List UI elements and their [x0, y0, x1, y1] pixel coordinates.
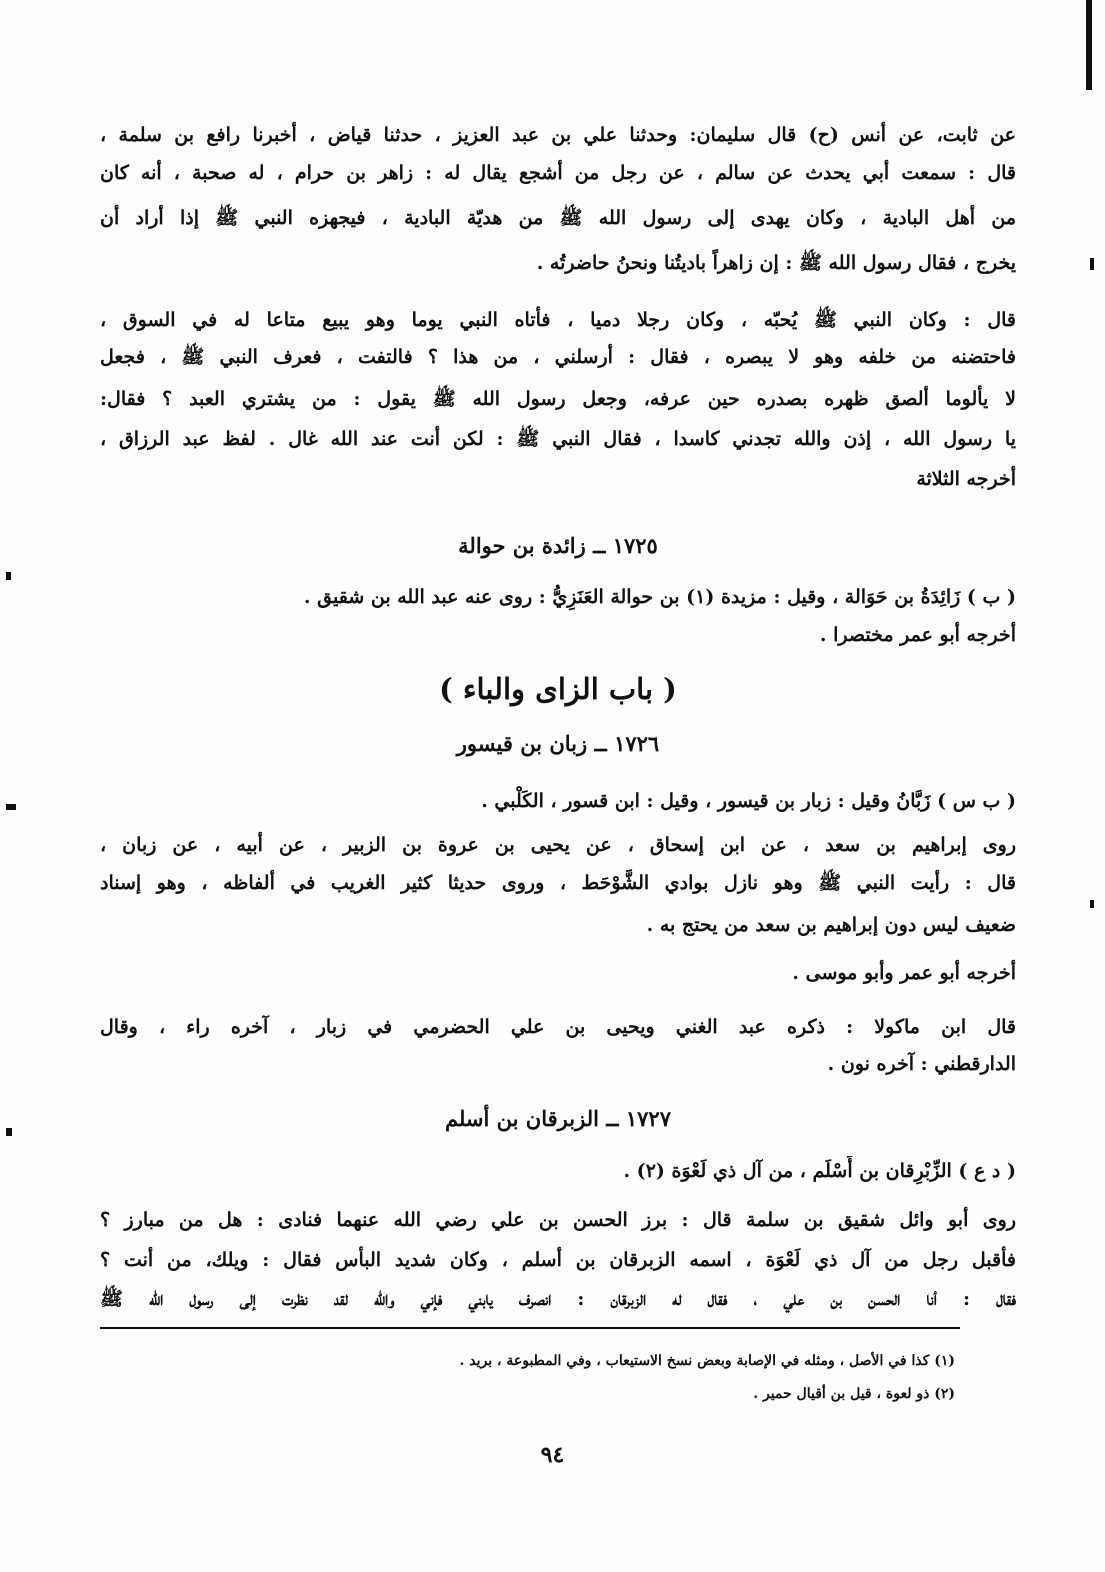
footnote-2: (٢) ذو لعوة ، قيل بن أقيال حمير .: [753, 1386, 955, 1402]
footnote-rule: [100, 1327, 960, 1329]
text-line: ( د ع ) الزِّبْرِقان بن أَسْلَم ، من آل ذي لَعْوَة (٢) .: [623, 1160, 1016, 1182]
text-line: يا رسول الله ، إذن والله تجدني كاسدا ، فقال النبي ﷺ : لكن أنت عند الله غال . لفظ عبد الرزاق ،: [100, 428, 1016, 450]
margin-mark: [6, 804, 16, 810]
text-line: ( ب س ) زَبَّانُ وقيل : زبار بن قيسور ، وقيل : ابن قسور ، الكَلْبي .: [481, 790, 1016, 812]
text-line: قال : وكان النبي ﷺ يُحبّه ، وكان رجلا دميا ، فأتاه النبي يوما وهو يبيع متاعا له في السوق ،: [100, 309, 1016, 331]
text-line: قال : سمعت أبي يحدث عن سالم ، عن رجل من أشجع يقال له : زاهر بن حرام ، له صحبة ، أنه كان: [100, 162, 1016, 184]
margin-mark: [1090, 258, 1094, 270]
text-line: قال : رأيت النبي ﷺ وهو نازل بوادي الشَّوْحَط ، وروى حديثا كثير الغريب في ألفاظه ، وهو إسناد: [100, 872, 1016, 894]
text-line: فأقبل رجل من آل ذي لَعْوَة ، اسمه الزبرقان بن أسلم ، وكان شديد البأس فقال : ويلك، من أنت ؟: [100, 1249, 1016, 1271]
text-line: يخرج ، فقال رسول الله ﷺ : إن زاهراً باديتُنا ونحنُ حاضرتُه .: [536, 252, 1016, 274]
text-line: روى أبو وائل شقيق بن سلمة قال : برز الحسن بن علي رضي الله عنهما فنادى : هل من مبارز ؟: [100, 1209, 1016, 1231]
text-line: لا يألوما ألصق ظهره بصدره حين عرفه، وجعل رسول الله ﷺ يقول : من يشتري العبد ؟ فقال:: [100, 388, 1016, 410]
page-edge-bar: [1086, 0, 1092, 90]
text-line: ضعيف ليس دون إبراهيم بن سعد من يحتج به .: [646, 914, 1016, 936]
margin-mark: [1090, 900, 1094, 908]
text-line: فاحتضنه من خلفه وهو لا يبصره ، فقال : أرسلني ، من هذا ؟ فالتفت ، فعرف النبي ﷺ ، فجعل: [100, 346, 1016, 368]
entry-heading-1727: ١٧٢٧ ــ الزبرقان بن أسلم: [445, 1106, 671, 1131]
text-line: أخرجه الثلاثة: [916, 468, 1016, 490]
entry-heading-1725: ١٧٢٥ ــ زائدة بن حوالة: [458, 533, 658, 558]
chapter-heading: ( باب الزاى والباء ): [439, 672, 677, 706]
text-line: روى إبراهيم بن سعد ، عن ابن إسحاق ، عن يحيى بن عروة بن الزبير ، عن أبيه ، عن زبان ،: [100, 834, 1016, 856]
text-line: الدارقطني : آخره نون .: [827, 1053, 1016, 1075]
entry-heading-1726: ١٧٢٦ ــ زبان بن قيسور: [456, 731, 660, 756]
text-line: من أهل البادية ، وكان يهدى إلى رسول الله ﷺ من هديّة البادية ، فيجهزه النبي ﷺ إذا أراد أن: [100, 207, 1016, 229]
page-number: ٩٤: [540, 1442, 565, 1468]
text-line: فقال : أنا الحسن بن علي ، فقال له الزبرقان : انصرف يابني فإني والله لقد نظرت إلى رسول الله ﷺ: [100, 1288, 1016, 1310]
margin-mark: [6, 572, 11, 580]
text-line: قال ابن ماكولا : ذكره عبد الغني ويحيى بن علي الحضرمي في زبار ، آخره راء ، وقال: [100, 1016, 1016, 1038]
text-line: أخرجه أبو عمر مختصرا .: [819, 624, 1016, 646]
margin-mark: [6, 1128, 12, 1136]
text-line: عن ثابت، عن أنس (ح) قال سليمان: وحدثنا علي بن عبد العزيز ، حدثنا قياض ، أخبرنا رافع بن سلمة ،: [100, 124, 1016, 146]
text-line: أخرجه أبو عمر وأبو موسى .: [792, 962, 1016, 984]
text-line: ( ب ) زَائِدَةُ بن حَوَالة ، وقيل : مزيدة (١) بن حوالة العَنَزِيُّ : روى عنه عبد الله بن شقيق .: [303, 586, 1016, 608]
footnote-1: (١) كذا في الأصل ، ومثله في الإصابة وبعض نسخ الاستيعاب ، وفي المطبوعة ، بريد .: [459, 1353, 955, 1369]
